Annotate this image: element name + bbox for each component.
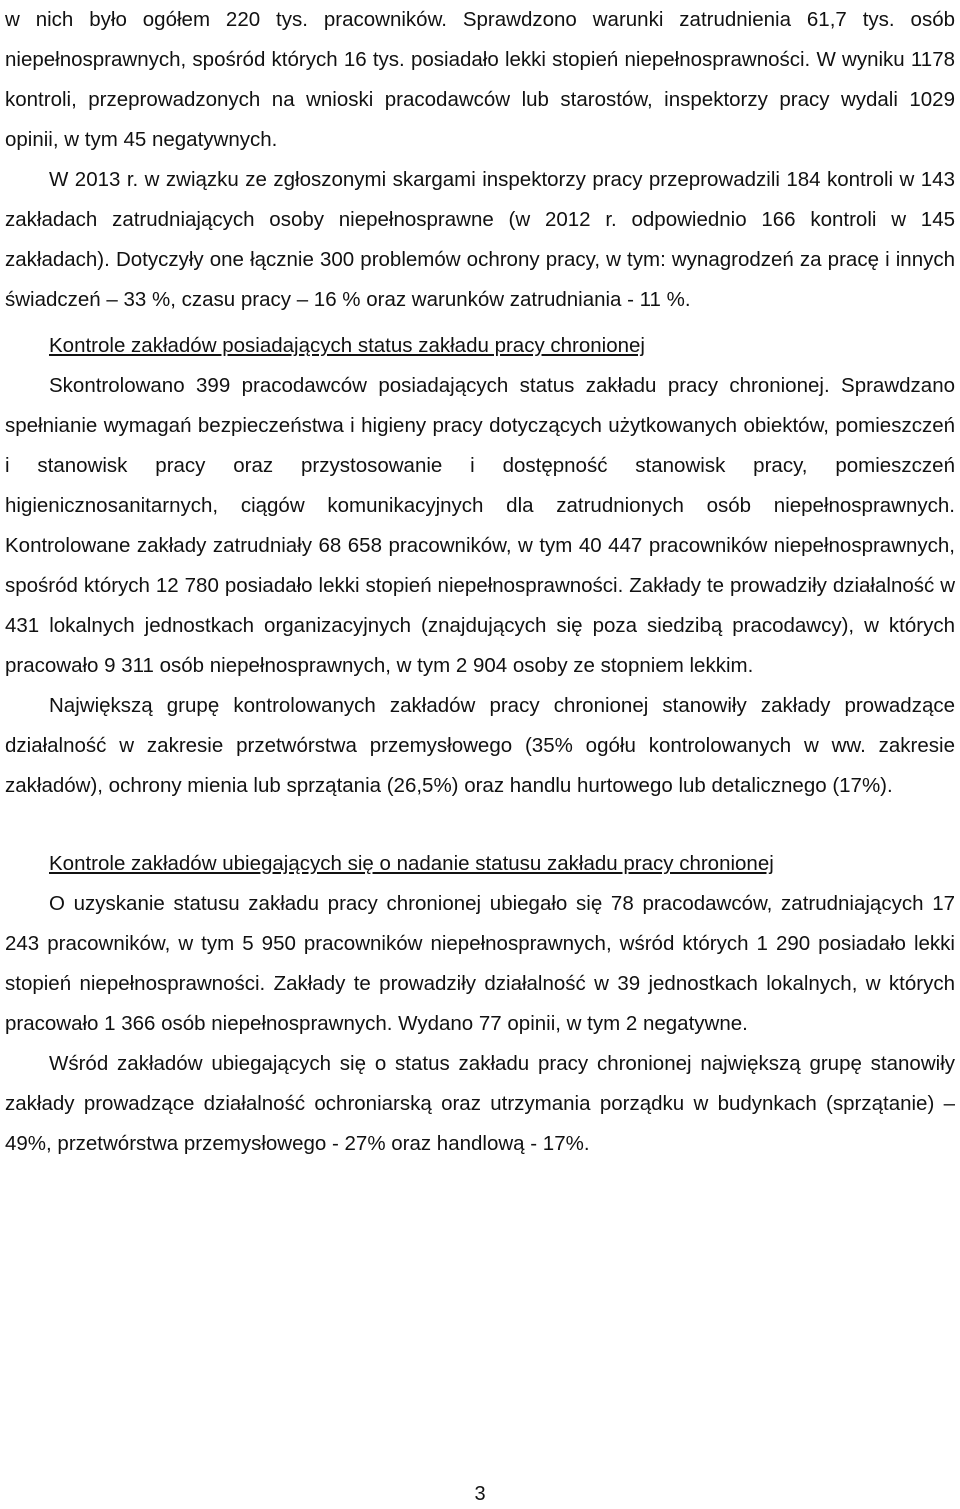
paragraph-complaints: W 2013 r. w związku ze zgłoszonymi skargami inspektorzy pracy przeprowadzili 184 kontroli w 143 zakładach zatrudniających osoby niepełnosprawne (w 2012 r. odpowiednio 166 kontroli w 145 zakładach). Dotyczyły one łącznie 300 problemów ochrony pracy, w tym: wynagrodzeń za pracę i innych świadczeń – 33 %, czasu pracy – 16 % oraz warunków zatrudniania - 11 %. bbox=[5, 168, 955, 311]
paragraph-protected-groups: Największą grupę kontrolowanych zakładów pracy chronionej stanowiły zakłady prowadzące działalność w zakresie przetwórstwa przemysłowego (35% ogółu kontrolowanych w ww. zakresie zakładów), ochrony mienia lub sprzątania (26,5%) oraz handlu hurtowego lub detalicznego (17%). bbox=[5, 694, 955, 797]
paragraph-applicants-groups: Wśród zakładów ubiegających się o status zakładu pracy chronionej największą grupę stanowiły zakłady prowadzące działalność ochroniarską oraz utrzymania porządku w budynkach (sprzątanie) – 49%, przetwórstwa przemysłowego - 27% oraz handlową - 17%. bbox=[5, 1052, 955, 1155]
section-heading-applicants: Kontrole zakładów ubiegających się o nadanie statusu zakładu pracy chronionej bbox=[49, 852, 774, 875]
page-number: 3 bbox=[474, 1483, 486, 1505]
section-heading-protected-workplaces: Kontrole zakładów posiadających status zakładu pracy chronionej bbox=[49, 334, 645, 357]
paragraph-intro: w nich było ogółem 220 tys. pracowników. Sprawdzono warunki zatrudnienia 61,7 tys. osób niepełnosprawnych, spośród których 16 tys. posiadało lekki stopień niepełnosprawności. W wyniku 1178 kontroli, przeprowadzonych na wnioski pracodawców lub starostów, inspektorzy pracy wydali 1029 opinii, w tym 45 negatywnych. bbox=[5, 8, 955, 151]
paragraph-protected-inspections: Skontrolowano 399 pracodawców posiadających status zakładu pracy chronionej. Sprawdzano spełnianie wymagań bezpieczeństwa i higieny pracy dotyczących użytkowanych obiektów, pomieszczeń i stanowisk pracy oraz przystosowanie i dostępność stanowisk pracy, pomieszczeń higienicznosanitarnych, ciągów komunikacyjnych dla zatrudnionych osób niepełnosprawnych. Kontrolowane zakłady zatrudniały 68 658 pracowników, w tym 40 447 pracowników niepełnosprawnych, spośród których 12 780 posiadało lekki stopień niepełnosprawności. Zakłady te prowadziły działalność w 431 lokalnych jednostkach organizacyjnych (znajdujących się poza siedzibą pracodawcy), w których pracowało 9 311 osób niepełnosprawnych, w tym 2 904 osoby ze stopniem lekkim. bbox=[5, 374, 955, 677]
document-body bbox=[5, 0, 955, 1164]
paragraph-applicants-stats: O uzyskanie statusu zakładu pracy chronionej ubiegało się 78 pracodawców, zatrudniających 17 243 pracowników, w tym 5 950 pracowników niepełnosprawnych, wśród których 1 290 posiadało lekki stopień niepełnosprawności. Zakłady te prowadziły działalność w 39 jednostkach lokalnych, w których pracowało 1 366 osób niepełnosprawnych. Wydano 77 opinii, w tym 2 negatywne. bbox=[5, 892, 955, 1035]
spacer bbox=[5, 806, 955, 844]
